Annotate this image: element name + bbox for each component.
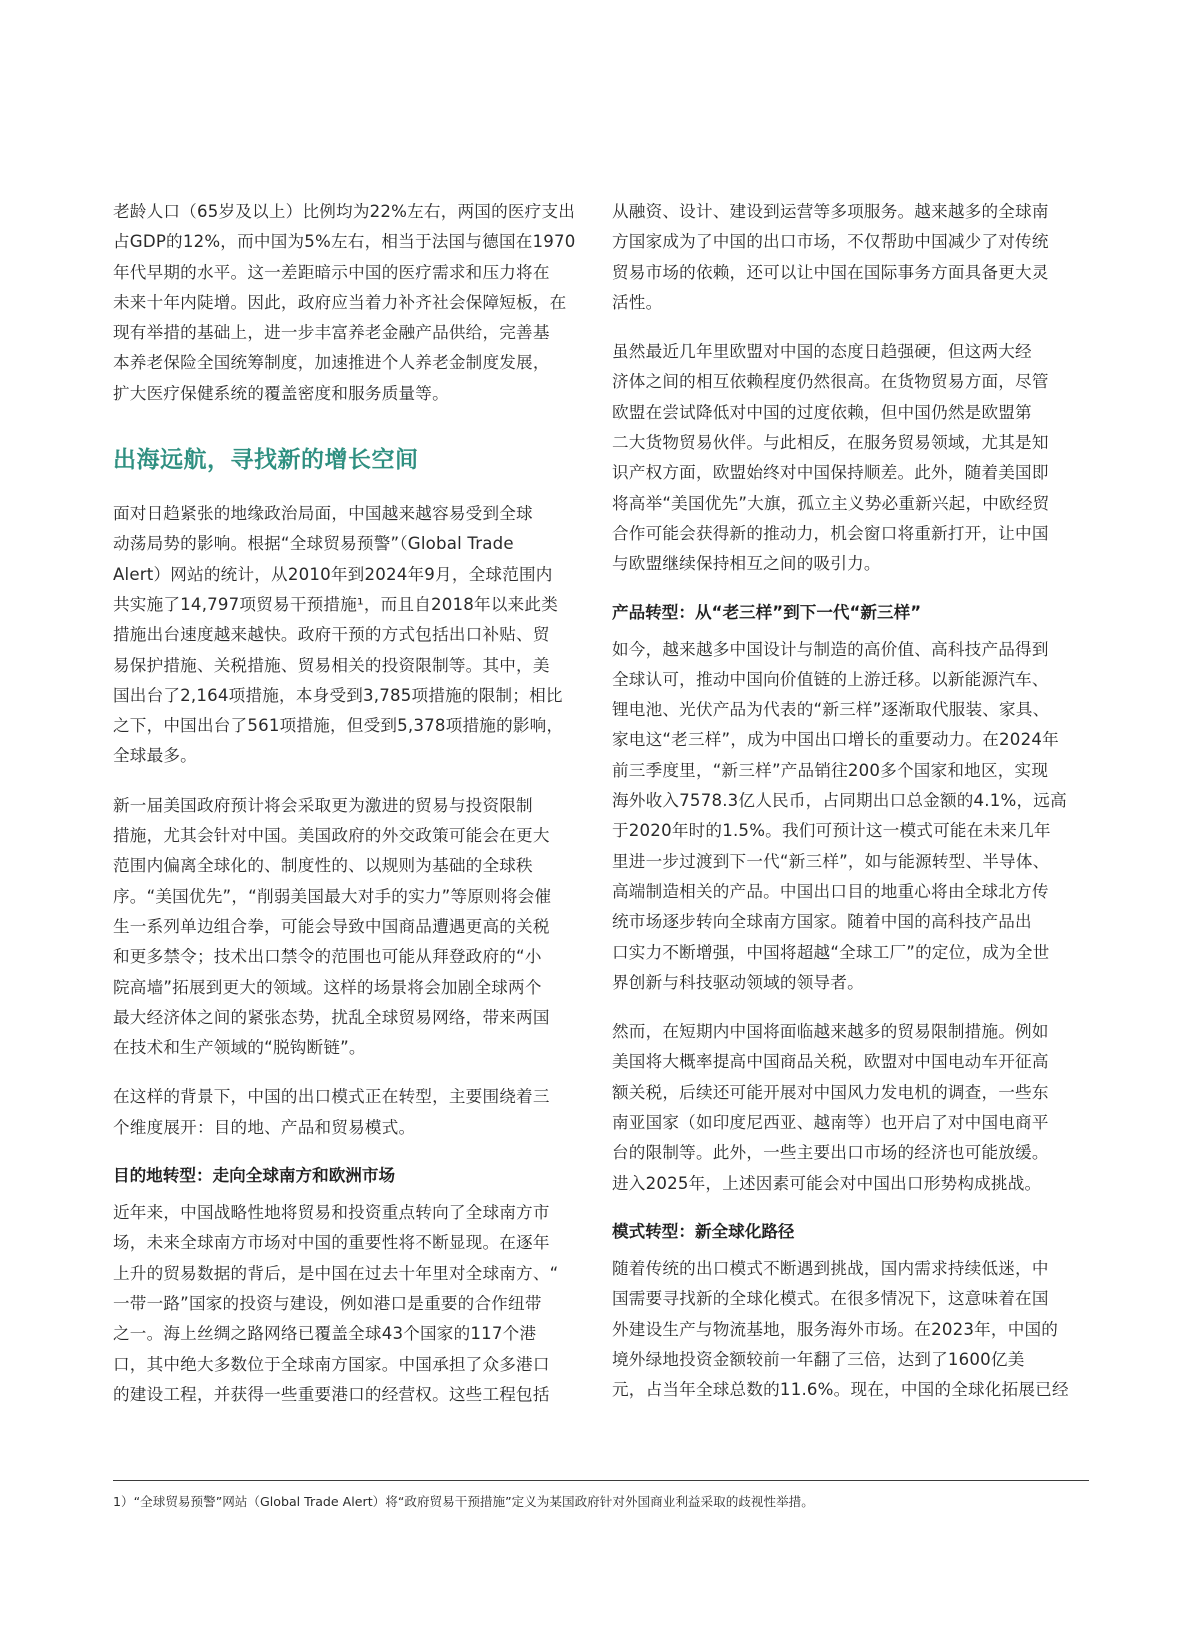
body-paragraph: 面对日趋紧张的地缘政治局面，中国越来越容易受到全球 动荡局势的影响。根据“全球贸易预警”（Global Trade Alert）网站的统计，从2010年到2024年9月，全球范围内 共实施了14,797项贸易干预措施¹，而且自2018年以来此类 措施出台速度越来越快。政府干预的方式包括出口补贴、贸 易保护措施、关税措施、贸易相关的投资限制等。其中，美 国出台了2,164项措施，本身受到3,785项措施的限制；相比 之下，中国出台了561项措施，但受到5,378项措施的影响， 全球最多。 [113,504,564,766]
body-paragraph: 然而，在短期内中国将面临越来越多的贸易限制措施。例如 美国将大概率提高中国商品关税，欧盟对中国电动车开征高 额关税，后续还可能开展对中国风力发电机的调查，一些东 南亚国家（如印度尼西亚、越南等）也开启了对中国电商平 台的限制等。此外，一些主要出口市场的经济也可能放缓。 进入2025年，上述因素可能会对中国出口形势构成挑战。 [612,1022,1049,1193]
right-column [612,197,1084,1424]
footnote: 1）“全球贸易预警”网站（Global Trade Alert）将“政府贸易干预措施”定义为某国政府针对外国商业利益采取的歧视性举措。 [113,1494,814,1509]
body-paragraph: 从融资、设计、建设到运营等多项服务。越来越多的全球南 方国家成为了中国的出口市场，不仅帮助中国减少了对传统 贸易市场的依赖，还可以让中国在国际事务方面具备更大灵 活性。 [612,202,1049,312]
subheading-product: 产品转型：从“老三样”到下一代“新三样” [612,602,922,622]
body-paragraph: 老龄人口（65岁及以上）比例均为22%左右，两国的医疗支出 占GDP的12%，而中国为5%左右，相当于法国与德国在1970 年代早期的水平。这一差距暗示中国的医疗需求和压力将在 未来十年内陡增。因此，政府应当着力补齐社会保障短板，在 现有举措的基础上，进一步丰富养老金融产品供给，完善基 本养老保险全国统筹制度，加速推进个人养老金制度发展， 扩大医疗保健系统的覆盖密度和服务质量等。 [113,202,576,403]
left-column [113,197,585,1429]
footnote-divider [113,1480,1089,1481]
section-title: 出海远航，寻找新的增长空间 [113,447,419,474]
body-paragraph: 近年来，中国战略性地将贸易和投资重点转向了全球南方市 场，未来全球南方市场对中国的重要性将不断显现。在逐年 上升的贸易数据的背后，是中国在过去十年里对全球南方、“ 一带一路”国家的投资与建设，例如港口是重要的合作纽带 之一。海上丝绸之路网络已覆盖全球43个国家的117个港 口，其中绝大多数位于全球南方国家。中国承担了众多港口 的建设工程，并获得一些重要港口的经营权。这些工程包括 [113,1203,559,1404]
body-paragraph: 虽然最近几年里欧盟对中国的态度日趋强硬，但这两大经 济体之间的相互依赖程度仍然很高。在货物贸易方面，尽管 欧盟在尝试降低对中国的过度依赖，但中国仍然是欧盟第 二大货物贸易伙伴。与此相反，在服务贸易领域，尤其是知 识产权方面，欧盟始终对中国保持顺差。此外，随着美国即 将高举“美国优先”大旗，孤立主义势必重新兴起，中欧经贸 合作可能会获得新的推动力，机会窗口将重新打开，让中国 与欧盟继续保持相互之间的吸引力。 [612,342,1050,574]
body-paragraph: 在这样的背景下，中国的出口模式正在转型，主要围绕着三 个维度展开：目的地、产品和贸易模式。 [113,1087,550,1137]
subheading-model: 模式转型：新全球化路径 [612,1221,795,1241]
subheading-destination: 目的地转型：走向全球南方和欧洲市场 [113,1166,396,1186]
body-paragraph: 新一届美国政府预计将会采取更为激进的贸易与投资限制 措施，尤其会针对中国。美国政府的外交政策可能会在更大 范围内偏离全球化的、制度性的、以规则为基础的全球秩 序。“美国优先”，“削弱美国最大对手的实力”等原则将会催 生一系列单边组合拳，可能会导致中国商品遭遇更高的关税 和更多禁令；技术出口禁令的范围也可能从拜登政府的“小 院高墙”拓展到更大的领域。这样的场景将会加剧全球两个 最大经济体之间的紧张态势，扰乱全球贸易网络，带来两国 在技术和生产领域的“脱钩断链”。 [113,795,552,1058]
body-paragraph: 随着传统的出口模式不断遇到挑战，国内需求持续低迷，中 国需要寻找新的全球化模式。在很多情况下，这意味着在国 外建设生产与物流基地，服务海外市场。在2023年，中国的 境外绿地投资金额较前一年翻了三倍，达到了1600亿美 元，占当年全球总数的11.6%。现在，中国的全球化拓展已经 [612,1258,1069,1400]
body-paragraph: 如今，越来越多中国设计与制造的高价值、高科技产品得到 全球认可，推动中国向价值链的上游迁移。以新能源汽车、 锂电池、光伏产品为代表的“新三样”逐渐取代服装、家具、 家电这“老三样”，成为中国出口增长的重要动力。在2024年 前三季度里，“新三样”产品销往200多个国家和地区，实现 海外收入7578.3亿人民币，占同期出口总金额的4.1%，远高 于2020年时的1.5%。我们可预计这一模式可能在未来几年 里进一步过渡到下一代“新三样”，如与能源转型、半导体、 高端制造相关的产品。中国出口目的地重心将由全球北方传 统市场逐步转向全球南方国家。随着中国的高科技产品出 口实力不断增强，中国将超越“全球工厂”的定位，成为全世 界创新与科技驱动领域的领导者。 [612,639,1067,992]
